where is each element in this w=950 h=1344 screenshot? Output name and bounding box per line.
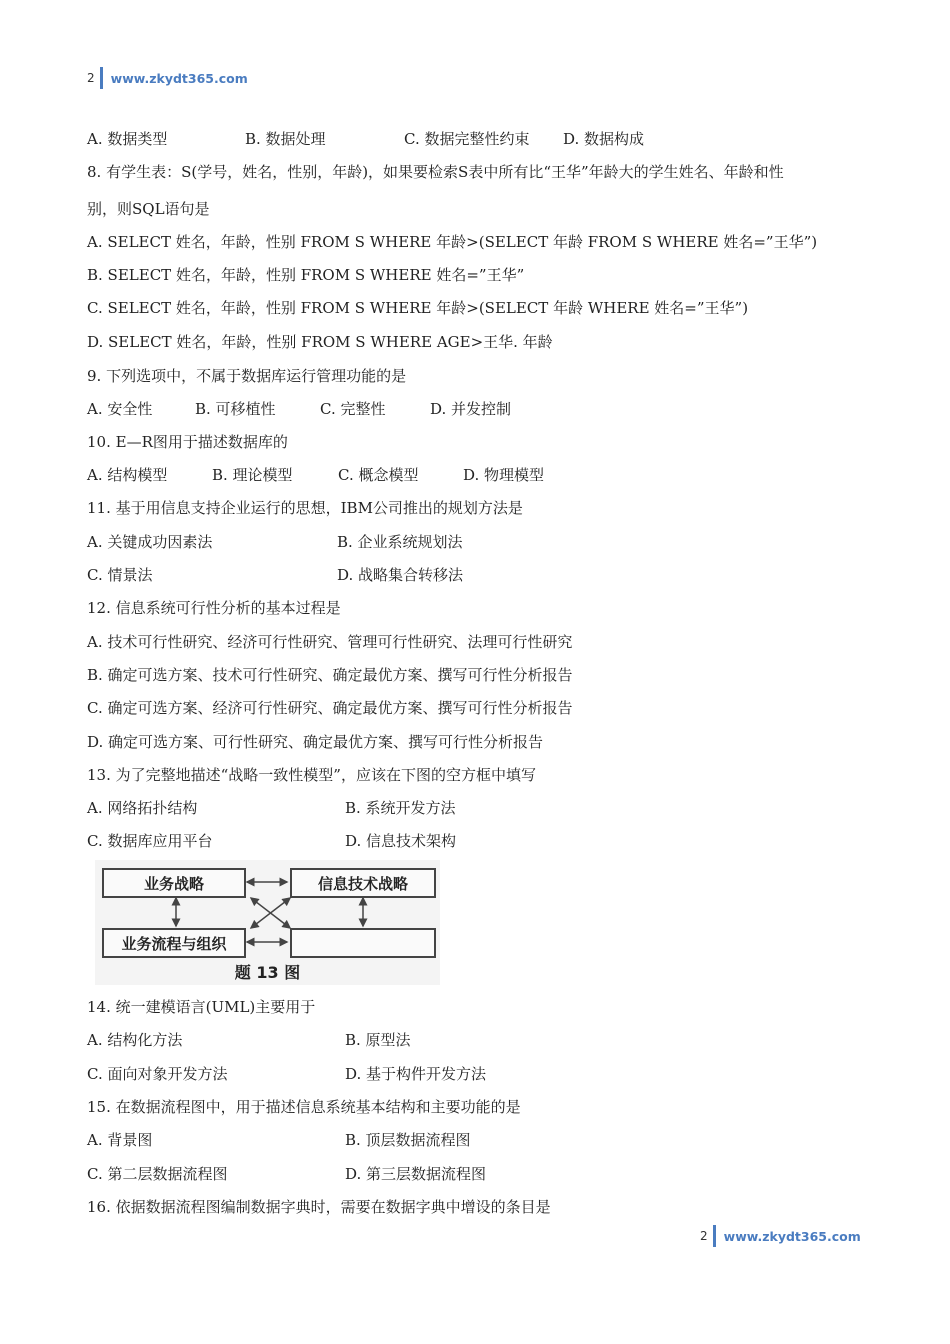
q13-figure: [95, 860, 440, 985]
q8-option-c: C. SELECT 姓名，年龄，性别 FROM S WHERE 年龄>(SELECT 年龄 WHERE 姓名=”王华”): [87, 299, 749, 317]
q7-option-b: B. 数据处理: [245, 130, 326, 148]
q12-option-b: B. 确定可选方案、技术可行性研究、确定最优方案、撰写可行性分析报告: [87, 666, 573, 684]
q13-stem: 13. 为了完整地描述“战略一致性模型”，应该在下图的空方框中填写: [87, 766, 536, 784]
footer-site-link[interactable]: www.zkydt365.com: [723, 1228, 861, 1244]
q7-option-c: C. 数据完整性约束: [404, 130, 530, 148]
q8-option-d: D. SELECT 姓名，年龄，性别 FROM S WHERE AGE>王华. 年龄: [87, 333, 553, 351]
q10-option-d: D. 物理模型: [463, 466, 545, 484]
q7-option-d: D. 数据构成: [563, 130, 645, 148]
q13-option-b: B. 系统开发方法: [345, 799, 456, 817]
q11-option-b: B. 企业系统规划法: [337, 533, 463, 551]
page-header: [87, 67, 248, 89]
q10-option-b: B. 理论模型: [212, 466, 293, 484]
q9-stem: 9. 下列选项中，不属于数据库运行管理功能的是: [87, 367, 407, 385]
box-business-process: 业务流程与组织: [102, 928, 246, 958]
q15-option-c: C. 第二层数据流程图: [87, 1165, 228, 1183]
q11-stem: 11. 基于用信息支持企业运行的思想，IBM公司推出的规划方法是: [87, 499, 523, 517]
q11-option-a: A. 关键成功因素法: [87, 533, 213, 551]
q16-stem: 16. 依据数据流程图编制数据字典时，需要在数据字典中增设的条目是: [87, 1198, 551, 1216]
q15-option-d: D. 第三层数据流程图: [345, 1165, 487, 1183]
q9-option-a: A. 安全性: [87, 400, 153, 418]
q8-stem-cont: 别，则SQL语句是: [87, 200, 210, 218]
page-footer: [700, 1225, 861, 1247]
box-it-strategy: 信息技术战略: [290, 868, 436, 898]
footer-divider: [713, 1225, 716, 1247]
q13-option-c: C. 数据库应用平台: [87, 832, 213, 850]
q12-option-c: C. 确定可选方案、经济可行性研究、确定最优方案、撰写可行性分析报告: [87, 699, 573, 717]
q8-stem: 8. 有学生表：S(学号，姓名，性别，年龄)，如果要检索S表中所有比“王华”年龄大的学生姓名、年龄和性: [87, 163, 784, 181]
header-divider: [100, 67, 103, 89]
footer-page-number: 2: [700, 1229, 708, 1243]
figure-caption: 题 13 图: [234, 963, 301, 982]
q8-option-a: A. SELECT 姓名，年龄，性别 FROM S WHERE 年龄>(SELECT 年龄 FROM S WHERE 姓名=”王华”): [87, 233, 818, 251]
q14-option-c: C. 面向对象开发方法: [87, 1065, 228, 1083]
q15-option-b: B. 顶层数据流程图: [345, 1131, 471, 1149]
q10-option-a: A. 结构模型: [87, 466, 168, 484]
q11-option-c: C. 情景法: [87, 566, 153, 584]
q13-option-a: A. 网络拓扑结构: [87, 799, 198, 817]
q8-option-b: B. SELECT 姓名，年龄，性别 FROM S WHERE 姓名=”王华”: [87, 266, 525, 284]
q13-option-d: D. 信息技术架构: [345, 832, 457, 850]
q12-stem: 12. 信息系统可行性分析的基本过程是: [87, 599, 341, 617]
q10-stem: 10. E—R图用于描述数据库的: [87, 433, 288, 451]
site-link[interactable]: www.zkydt365.com: [110, 70, 248, 86]
q14-option-a: A. 结构化方法: [87, 1031, 183, 1049]
box-business-strategy: 业务战略: [102, 868, 246, 898]
q9-option-d: D. 并发控制: [430, 400, 512, 418]
q15-stem: 15. 在数据流程图中，用于描述信息系统基本结构和主要功能的是: [87, 1098, 521, 1116]
q9-option-c: C. 完整性: [320, 400, 386, 418]
q9-option-b: B. 可移植性: [195, 400, 276, 418]
q14-option-b: B. 原型法: [345, 1031, 411, 1049]
q11-option-d: D. 战略集合转移法: [337, 566, 464, 584]
q12-option-d: D. 确定可选方案、可行性研究、确定最优方案、撰写可行性分析报告: [87, 733, 544, 751]
q14-option-d: D. 基于构件开发方法: [345, 1065, 487, 1083]
q15-option-a: A. 背景图: [87, 1131, 153, 1149]
q7-option-a: A. 数据类型: [87, 130, 168, 148]
page-number: 2: [87, 71, 95, 85]
q12-option-a: A. 技术可行性研究、经济可行性研究、管理可行性研究、法理可行性研究: [87, 633, 573, 651]
box-blank: [290, 928, 436, 958]
q14-stem: 14. 统一建模语言(UML)主要用于: [87, 998, 316, 1016]
q10-option-c: C. 概念模型: [338, 466, 419, 484]
